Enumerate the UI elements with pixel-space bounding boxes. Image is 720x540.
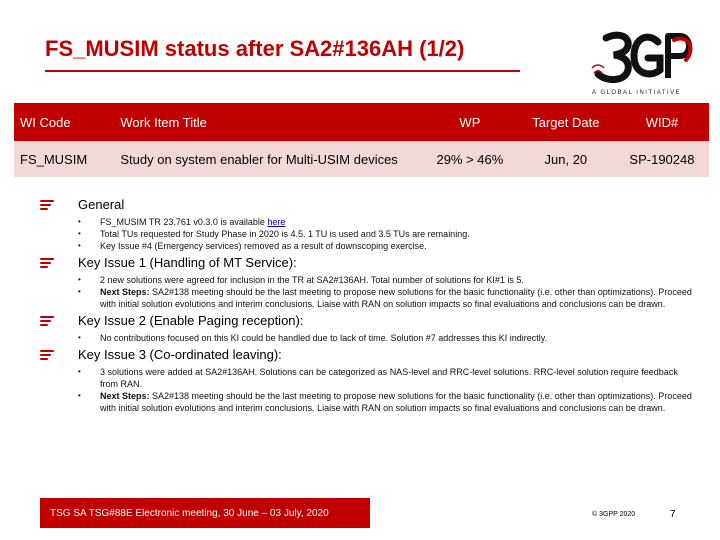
tr-link[interactable]: here [267, 217, 286, 227]
cell-wi-code: FS_MUSIM [14, 141, 114, 177]
list-item [100, 390, 695, 414]
bullet-text: SA2#138 meeting should be the last meeting to propose new solutions for the basic functionality (i.e. other than optimizations). Proceed with initial solution evolutions and interim conclusions. Liaise with RAN on solution impacts so final evaluations and conclusions can be drawn. [100, 391, 692, 413]
section-general [40, 196, 695, 252]
page-number: 7 [670, 509, 676, 520]
list-item [100, 216, 695, 228]
logo-tagline: A GLOBAL INITIATIVE [592, 90, 682, 96]
section-key-issue-2 [40, 312, 695, 344]
section-key-issue-1 [40, 254, 695, 310]
section-title: General [78, 197, 125, 212]
list-item [100, 286, 695, 310]
copyright-text: © 3GPP 2020 [592, 511, 636, 518]
list-item: • Total TUs requested for Study Phase in 2020 is 4.5. 1 TU is used and 3.5 TUs are remaining. [100, 228, 695, 240]
bullet-wave-icon [40, 350, 54, 360]
list-item: • No contributions focused on this KI could be handled due to lack of time. Solution #7 addresses this KI indirectly. [100, 332, 695, 344]
cell-wid: SP-190248 [615, 141, 709, 177]
next-steps-label: Next Steps: [100, 391, 150, 401]
list-item: • 2 new solutions were agreed for inclusion in the TR at SA2#136AH. Total number of solutions for KI#1 is 5. [100, 274, 695, 286]
list-item: • Key Issue #4 (Emergency services) removed as a result of downscoping exercise. [100, 240, 695, 252]
footer-meeting-text: TSG SA TSG#88E Electronic meeting, 30 June – 03 July, 2020 [50, 508, 329, 519]
bullet-wave-icon [40, 258, 54, 268]
work-item-table [14, 103, 709, 177]
header-wi-code: WI Code [14, 103, 114, 141]
bullet-list [78, 274, 695, 310]
list-item: • 3 solutions were added at SA2#136AH. Solutions can be categorized as NAS-level and RRC-level solutions. RRC-level solution require feedback from RAN. [100, 366, 695, 390]
table-row [14, 141, 709, 177]
table-header-row [14, 103, 709, 141]
bullet-wave-icon [40, 316, 54, 326]
next-steps-label: Next Steps: [100, 287, 150, 297]
header-wid: WID# [615, 103, 709, 141]
bullet-text: SA2#138 meeting should be the last meeting to propose new solutions for the basic functionality (i.e. other than optimizations). Proceed with initial solution evolutions and interim conclusions. Liaise with RAN on solution impacts so final evaluations and conclusions can be drawn. [100, 287, 692, 309]
header-wp: WP [423, 103, 517, 141]
section-title: Key Issue 1 (Handling of MT Service): [78, 255, 297, 270]
bullet-wave-icon [40, 200, 54, 210]
section-key-issue-3 [40, 346, 695, 414]
cell-work-item-title: Study on system enabler for Multi-USIM devices [114, 141, 423, 177]
slide-content [40, 196, 695, 416]
slide-title: FS_MUSIM status after SA2#136AH (1/2) [45, 36, 465, 61]
header-target-date: Target Date [517, 103, 615, 141]
section-title: Key Issue 2 (Enable Paging reception): [78, 313, 304, 328]
title-underline [45, 70, 520, 72]
bullet-text: FS_MUSIM TR 23.761 v0.3.0 is available [100, 217, 268, 227]
cell-wp: 29% > 46% [423, 141, 517, 177]
header-work-item-title: Work Item Title [114, 103, 423, 141]
3gpp-logo [588, 28, 698, 98]
bullet-list [78, 216, 695, 252]
section-title: Key Issue 3 (Co-ordinated leaving): [78, 347, 282, 362]
bullet-list [78, 366, 695, 414]
bullet-list [78, 332, 695, 344]
cell-target-date: Jun, 20 [517, 141, 615, 177]
